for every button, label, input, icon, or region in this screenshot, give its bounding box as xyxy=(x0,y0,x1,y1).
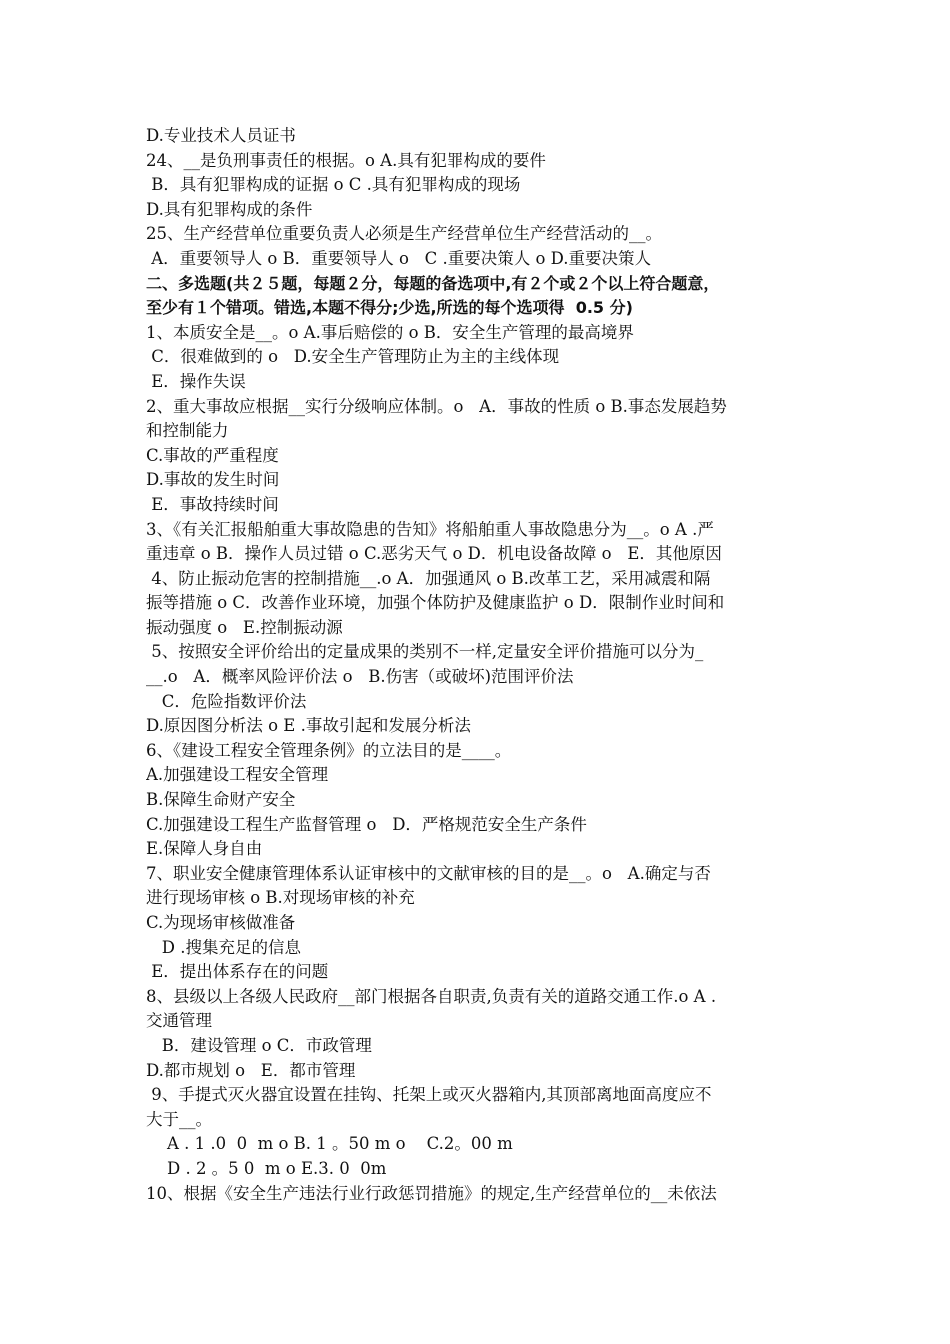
text-line: 进行现场审核 o B.对现场审核的补充 xyxy=(146,888,415,908)
text-line: 25、生产经营单位重要负责人必须是生产经营单位生产经营活动的__。 xyxy=(146,224,662,244)
text-line: 振等措施 o C．改善作业环境，加强个体防护及健康监护 o D．限制作业时间和 xyxy=(146,593,725,613)
text-line: D.都市规划 o E．都市管理 xyxy=(146,1060,356,1080)
section-heading-line: 至少有１个错项。错选,本题不得分;少选,所选的每个选项得 0.5 分) xyxy=(146,298,633,318)
text-line: D.专业技术人员证书 xyxy=(146,126,296,145)
text-line: B．建设管理 o C．市政管理 xyxy=(146,1035,372,1055)
text-line: C．危险指数评价法 xyxy=(146,691,307,711)
text-line: 8、县级以上各级人民政府__部门根据各自职责,负责有关的道路交通工作.o A . xyxy=(146,986,717,1006)
text-line: E．提出体系存在的问题 xyxy=(146,962,329,982)
text-line: D .搜集充足的信息 xyxy=(146,937,301,957)
text-line: C.事故的严重程度 xyxy=(146,445,279,465)
text-line: 振动强度 o E.控制振动源 xyxy=(146,617,343,637)
text-line: E．事故持续时间 xyxy=(146,494,279,514)
text-line: B.保障生命财产安全 xyxy=(146,790,296,810)
text-line: C．很难做到的 o D.安全生产管理防止为主的主线体现 xyxy=(146,347,560,367)
text-line: D.具有犯罪构成的条件 xyxy=(146,199,313,219)
text-line: 和控制能力 xyxy=(146,421,229,441)
section-heading-line: 二、多选题(共２５题，每题２分，每题的备选项中,有２个或２个以上符合题意， xyxy=(146,273,720,293)
text-line: 2、重大事故应根据__实行分级响应体制。o A．事故的性质 o B.事态发展趋势 xyxy=(146,396,727,416)
text-line: 5、按照安全评价给出的定量成果的类别不一样,定量安全评价措施可以分为_ xyxy=(146,642,704,662)
text-line: __.o A．概率风险评价法 o B.伤害（或破坏)范围评价法 xyxy=(146,667,574,687)
text-line: A . 1 .0 0 m o B. 1 。50 m o C.2。00 m xyxy=(146,1134,513,1154)
text-line: 交通管理 xyxy=(146,1011,212,1031)
text-line: B．具有犯罪构成的证据 o C .具有犯罪构成的现场 xyxy=(146,175,521,195)
text-line: C.加强建设工程生产监督管理 o D．严格规范安全生产条件 xyxy=(146,814,587,834)
text-line: D.事故的发生时间 xyxy=(146,470,280,490)
text-line: 重违章 o B．操作人员过错 o C.恶劣天气 o D．机电设备故障 o E．其他原因 xyxy=(146,544,722,564)
document-body xyxy=(146,124,816,1206)
text-line: 4、防止振动危害的控制措施__.o A．加强通风 o B.改革工艺，采用减震和隔 xyxy=(146,568,711,588)
text-line: D.原因图分析法 o E .事故引起和发展分析法 xyxy=(146,716,471,736)
text-line: 10、根据《安全生产违法行业行政惩罚措施》的规定,生产经营单位的__未依法 xyxy=(146,1183,717,1203)
text-line: 24、__是负刑事责任的根据。o A.具有犯罪构成的要件 xyxy=(146,150,546,170)
text-line: E.保障人身自由 xyxy=(146,839,263,859)
text-line: E．操作失误 xyxy=(146,371,246,391)
text-line: 6、《建设工程安全管理条例》的立法目的是____。 xyxy=(146,740,512,760)
text-line: D . 2 。5 0 m o E.3. 0 0m xyxy=(146,1158,387,1178)
text-line: C.为现场审核做准备 xyxy=(146,913,296,932)
text-line: A.加强建设工程安全管理 xyxy=(146,765,329,785)
text-line: 3、《有关汇报船舶重大事故隐患的告知》将船舶重人事故隐患分为__。o A .严 xyxy=(146,519,714,539)
text-line: 9、手提式灭火器宜设置在挂钩、托架上或灭火器箱内,其顶部离地面高度应不 xyxy=(146,1085,712,1105)
text-line: 1、本质安全是__。o A.事后赔偿的 o B．安全生产管理的最高境界 xyxy=(146,322,634,342)
text-line: 7、职业安全健康管理体系认证审核中的文献审核的目的是__。o A.确定与否 xyxy=(146,863,711,883)
text-line: 大于__。 xyxy=(146,1109,212,1129)
text-line: A．重要领导人 o B．重要领导人 o C .重要决策人 o D.重要决策人 xyxy=(146,248,652,268)
